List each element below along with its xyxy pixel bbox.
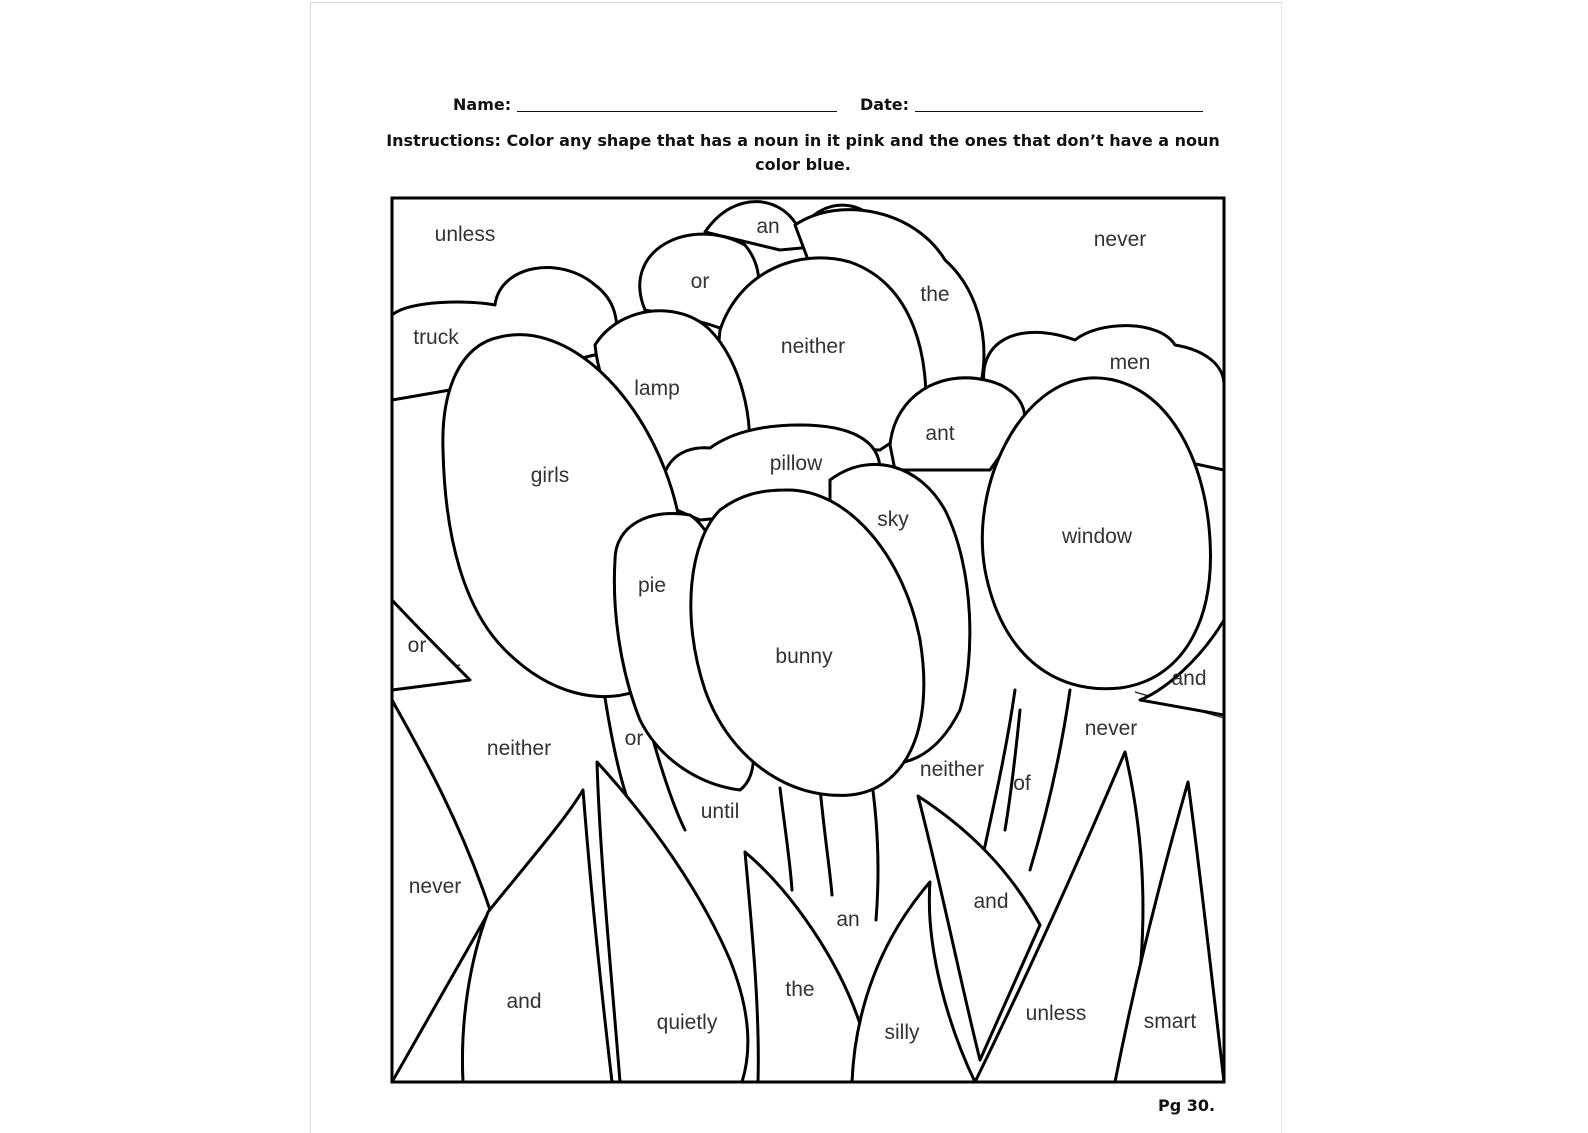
- word-silly: silly: [884, 1021, 920, 1044]
- word-pie: pie: [637, 574, 667, 597]
- word-of: of: [1013, 772, 1031, 795]
- word-the-top: the: [920, 283, 950, 306]
- leaf-the-bottom[interactable]: [745, 852, 865, 1082]
- word-or-stem: or: [624, 727, 644, 750]
- word-unless-top: unless: [434, 223, 496, 246]
- word-pillow: pillow: [769, 452, 823, 475]
- word-never-top: never: [1093, 228, 1147, 251]
- word-and-mid: and: [973, 890, 1009, 913]
- word-men: men: [1109, 351, 1151, 374]
- word-girls: girls: [530, 464, 570, 487]
- word-or-left: or: [407, 634, 427, 657]
- word-an-mid: an: [836, 908, 860, 931]
- word-bunny: bunny: [775, 645, 833, 668]
- word-the-bottom: the: [785, 978, 815, 1001]
- word-lamp: lamp: [634, 377, 680, 400]
- word-window: window: [1061, 525, 1133, 548]
- word-truck: truck: [413, 326, 459, 349]
- word-unless-bottom: unless: [1025, 1002, 1087, 1025]
- leaf-or-left[interactable]: [392, 600, 470, 690]
- word-and-right: and: [1171, 667, 1207, 690]
- name-label: Name:: [453, 95, 512, 114]
- instructions: Instructions: Color any shape that has a noun in it pink and the ones that don’t have a noun color blue.: [386, 131, 1220, 174]
- word-quietly: quietly: [656, 1011, 718, 1034]
- word-neither-mid: neither: [919, 758, 985, 781]
- word-sky: sky: [877, 508, 909, 531]
- word-and-bottom: and: [506, 990, 542, 1013]
- word-ant: ant: [925, 422, 955, 445]
- word-neither-left: neither: [486, 737, 552, 760]
- leaf-and-bottom[interactable]: [462, 790, 612, 1082]
- word-until: until: [700, 800, 740, 823]
- word-never-right: never: [1084, 717, 1138, 740]
- word-neither-top: neither: [780, 335, 846, 358]
- page-number: Pg 30.: [1158, 1096, 1216, 1115]
- word-never-left: never: [408, 875, 462, 898]
- word-smart: smart: [1143, 1010, 1197, 1033]
- word-or-top: or: [690, 270, 710, 293]
- word-an-top: an: [756, 215, 780, 238]
- date-label: Date:: [860, 95, 909, 114]
